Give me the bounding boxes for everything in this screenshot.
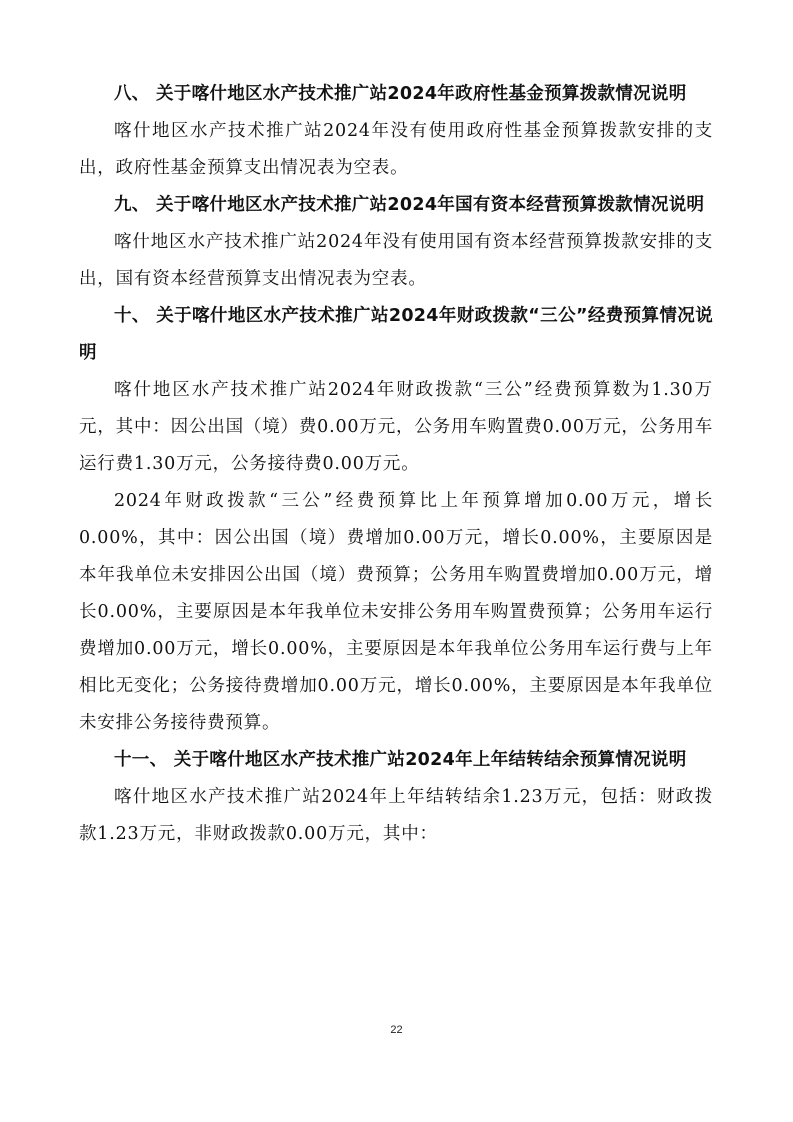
section-heading: 九、 关于喀什地区水产技术推广站2024年国有资本经营预算拨款情况说明 (114, 195, 705, 215)
section-paragraph: 2024年财政拨款“三公”经费预算比上年预算增加0.00万元，增长0.00%，其中：因公出国（境）费增加0.00万元，增长0.00%，主要原因是本年我单位未安排因公出国（境）费预算；公务用车购置费增加0.00万元，增长0.00%，主要原因是本年我单位未安排公务用车购置费预算；公务用车运行费增加0.00万元，增长0.00%，主要原因是本年我单位公务用车运行费与上年相比无变化；公务接待费增加0.00万元，增长0.00%，主要原因是本年我单位未安排公务接待费预算。 (79, 491, 713, 733)
section-state-capital (79, 187, 713, 298)
section-paragraph: 喀什地区水产技术推广站2024年财政拨款“三公”经费预算数为1.30万元，其中：因公出国（境）费0.00万元，公务用车购置费0.00万元，公务用车运行费1.30万元，公务接待费0.00万元。 (79, 380, 713, 474)
document-page (79, 76, 713, 853)
section-heading: 十一、 关于喀什地区水产技术推广站2024年上年结转结余预算情况说明 (114, 750, 687, 770)
section-heading: 十、 关于喀什地区水产技术推广站2024年财政拨款“三公”经费预算情况说明 (79, 306, 713, 363)
section-heading: 八、 关于喀什地区水产技术推广站2024年政府性基金预算拨款情况说明 (114, 84, 687, 104)
section-carryover-balance (79, 742, 713, 853)
section-paragraph: 喀什地区水产技术推广站2024年没有使用国有资本经营预算拨款安排的支出，国有资本经营预算支出情况表为空表。 (79, 232, 713, 289)
section-paragraph: 喀什地区水产技术推广站2024年上年结转结余1.23万元，包括：财政拨款1.23万元，非财政拨款0.00万元，其中： (79, 787, 713, 844)
page-number: 22 (390, 1024, 403, 1036)
section-paragraph: 喀什地区水产技术推广站2024年没有使用政府性基金预算拨款安排的支出，政府性基金预算支出情况表为空表。 (79, 121, 713, 178)
section-three-public-expenses (79, 298, 713, 742)
section-government-fund (79, 76, 713, 187)
